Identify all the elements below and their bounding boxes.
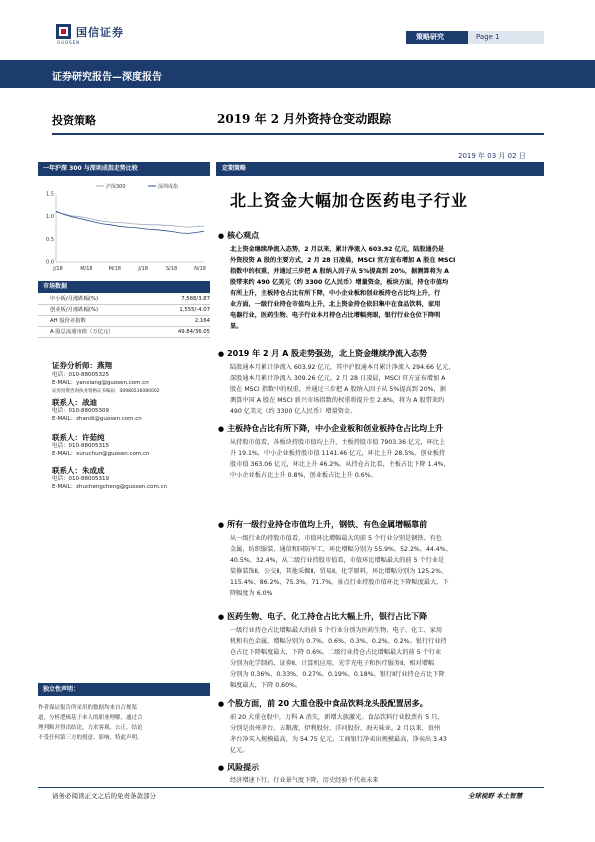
bullet-icon: ● bbox=[218, 232, 225, 240]
body-line: 亿元。 bbox=[230, 747, 249, 754]
y-tick-label: 1.5 bbox=[46, 191, 54, 198]
bullet-icon: ● bbox=[218, 700, 225, 708]
section-heading-text: 医药生物、电子、化工持仓占比大幅上升，银行占比下降 bbox=[227, 612, 428, 621]
core-view-line: 有所上升，主板持仓占比有所下降，中小企业板和创业板持仓占比均上升，行 bbox=[230, 290, 441, 297]
analyst-title: 证券分析师：燕翔 bbox=[52, 361, 112, 370]
section-heading bbox=[218, 611, 427, 622]
section-heading-text: 主板持仓占比有所下降，中小企业板和创业板持仓占比均上升 bbox=[227, 424, 444, 433]
contact-phone: 电话：010-88005309 bbox=[52, 408, 109, 414]
analyst-phone: 电话：010-88005325 bbox=[52, 372, 109, 378]
x-tick-label: S/18 bbox=[165, 266, 178, 272]
core-view-line: 外资投资 A 股的主要方式，2 月 28 日凌晨，MSCI 官方宣布增加 A 股在 MSCI bbox=[230, 257, 456, 264]
market-row-label: A 股总流通市值（万亿元） bbox=[50, 329, 114, 335]
body-line: 从一级行业的持股市值看，市值环比增幅最大的前 5 个行业分别是钢铁、有色 bbox=[230, 535, 443, 542]
report-headline: 北上资金大幅加仓医药电子行业 bbox=[230, 191, 469, 210]
index-comparison-chart bbox=[38, 178, 210, 278]
section-heading-risk bbox=[218, 762, 259, 773]
report-category: 投资策略 bbox=[52, 114, 96, 127]
body-line: 经济增速下行，行业景气度下降，历史经验不代表未来 bbox=[230, 777, 379, 784]
section-heading-text: 个股方面，前 20 大重仓股中食品饮料龙头股配置居多。 bbox=[227, 699, 428, 708]
core-view-line: 显。 bbox=[230, 323, 243, 330]
section-heading-text: 风险提示 bbox=[227, 763, 260, 772]
x-tick-label: J/18 bbox=[138, 266, 148, 272]
body-line: 股市值 363.06 亿元，环比上升 46.2%。从持仓占比看，主板占比下降 1.4%， bbox=[230, 461, 450, 468]
bullet-icon: ● bbox=[218, 613, 225, 621]
body-line: 机和有色金属，增幅分别为 0.7%、0.6%、0.3%、0.2%、0.2%。银行行业持 bbox=[230, 638, 447, 645]
section-heading bbox=[218, 519, 427, 530]
market-row-value: 49.84/36.05 bbox=[177, 329, 210, 335]
independence-statement-header: 独立性声明： bbox=[38, 683, 210, 696]
market-row bbox=[38, 316, 210, 327]
footer-divider bbox=[38, 787, 544, 788]
contact-phone: 电话：010-88005319 bbox=[52, 476, 109, 482]
market-row-value: 7,588/3.87 bbox=[181, 296, 210, 302]
market-row bbox=[38, 294, 210, 305]
disclaimer-line: 作者保证报告所采用的数据均来自合规渠 bbox=[38, 705, 138, 711]
contact-title: 联系人：许茹纯 bbox=[52, 433, 105, 442]
body-line: 一级行业持仓占比增幅最大的前 5 个行业分别为医药生物、电子、化工、家用 bbox=[230, 627, 443, 634]
report-series-label: 证券研究报告—深度报告 bbox=[52, 72, 162, 83]
disclaimer-line: 不受任何第三方的授意、影响，特此声明。 bbox=[38, 735, 143, 741]
y-tick-label: 1.0 bbox=[46, 214, 54, 221]
body-line: 分别是贵州茅台、五粮液、伊利股份、洋河股份、海天味业。2 月以来，贵州 bbox=[230, 725, 441, 732]
section-tag: 定期策略 bbox=[216, 162, 544, 176]
body-line: 金属，纺织服装，通信和国防军工，环比增幅分别为 55.9%、52.2%、44.4%、 bbox=[230, 546, 452, 553]
market-row-value: 1,555/-4.07 bbox=[179, 307, 210, 313]
page-title: 2019 年 2 月外资持仓变动跟踪 bbox=[217, 112, 392, 126]
market-row bbox=[38, 305, 210, 316]
bullet-icon: ● bbox=[218, 521, 225, 529]
contact-title: 联系人：战迪 bbox=[52, 398, 97, 407]
x-tick-label: N/18 bbox=[194, 266, 206, 272]
market-row-label: AH 股价差指数 bbox=[50, 318, 86, 324]
core-view-line: 北上资金继续净流入态势，2 月以来，累计净流入 603.92 亿元，陆股通仍是 bbox=[230, 246, 445, 253]
series-line-hs300 bbox=[56, 212, 204, 227]
legend-label: 深圳成指 bbox=[158, 184, 179, 190]
body-line: 490 亿美元（约 3300 亿人民币）增量资金。 bbox=[230, 408, 357, 415]
title-divider bbox=[52, 133, 544, 135]
section-heading bbox=[218, 348, 427, 359]
section-heading-text: 所有一级行业持仓市值均上升，钢铁、有色金属增幅靠前 bbox=[227, 520, 428, 529]
logo-text: 国信证券 bbox=[76, 26, 124, 39]
body-line: 陆股通本月累计净流入 603.92 亿元，其中沪股通本月累计净流入 294.66 亿元， bbox=[230, 364, 455, 371]
bullet-icon: ● bbox=[218, 764, 225, 772]
body-line: 深股通本月累计净流入 309.26 亿元。2 月 28 日凌晨，MSCI 官方宣布增加 A bbox=[230, 375, 446, 382]
contact-phone: 电话：010-88005315 bbox=[52, 443, 109, 449]
x-tick-label: M/18 bbox=[108, 266, 121, 272]
body-line: 茅台净买入规模最高，为 54.75 亿元，工商银行净卖出规模最高，净卖出 3.43 bbox=[230, 736, 447, 743]
body-line: 分别为 0.36%、0.33%、0.27%、0.19%、0.18%。银行Ⅱ行业持仓占比下降 bbox=[230, 671, 445, 678]
footer-slogan: 全球视野 本土智慧 bbox=[468, 792, 523, 800]
bullet-icon: ● bbox=[218, 425, 225, 433]
body-line: 40.5%、32.4%，从二级行业持股市值看，市值环比增幅最大的前 5 个行业是 bbox=[230, 557, 445, 564]
body-line: 115.4%、86.2%、75.3%、71.7%，景点行业持股市值环比下降幅度最大，下 bbox=[230, 579, 449, 586]
market-data-header: 市场数据 bbox=[38, 281, 210, 293]
body-line: 分别为化学制药，证券Ⅱ，计算机应用，光学光电子和医疗服务Ⅱ，相对增幅 bbox=[230, 660, 435, 667]
analyst-license: 证券投资咨询执业资格证书编码：S0980516080002 bbox=[52, 389, 160, 394]
bullet-icon: ● bbox=[218, 350, 225, 358]
analyst-email[interactable]: E-MAIL：yanxiang@guosen.com.cn bbox=[52, 380, 149, 386]
contact-email[interactable]: E-MAIL：zhandi@guosen.com.cn bbox=[52, 416, 142, 422]
chart-title: 一年沪深 300 与深圳成指走势比较 bbox=[38, 162, 210, 176]
y-tick-label: 0.0 bbox=[46, 259, 54, 266]
body-line: 前 20 大重仓股中，万科 A 消失，新增大族激光。食品饮料行业股票有 5 只， bbox=[230, 714, 444, 721]
section-heading bbox=[218, 423, 443, 434]
x-tick-label: M/18 bbox=[80, 266, 93, 272]
section-heading-core-view bbox=[218, 230, 259, 241]
body-line: 股在 MSCI 指数中的权重，并通过三步把 A 股纳入因子从 5%提高到 20%，据 bbox=[230, 386, 446, 393]
legend-label: 沪深300 bbox=[106, 184, 126, 190]
body-line: 测算中国 A 股在 MSCI 新兴市场指数的权重将提升至 2.8%，将为 A 股带来约 bbox=[230, 397, 445, 404]
body-line: 装修装饰Ⅱ，公交Ⅱ，其他采掘Ⅱ，贸易Ⅱ，化学原料，环比增幅分别为 125.2%、 bbox=[230, 568, 448, 575]
section-heading-text: 核心观点 bbox=[227, 231, 260, 240]
contact-title: 联系人：朱成成 bbox=[52, 466, 105, 475]
body-line: 升 19.1%，中小企业板持股市值 1141.46 亿元，环比上升 28.5%，创业板持 bbox=[230, 450, 446, 457]
core-view-line: 业方面，一级行业持仓市值均上升，北上资金持仓依旧集中在食品饮料，家用 bbox=[230, 301, 441, 308]
section-heading bbox=[218, 698, 428, 709]
page-number: Page 1 bbox=[468, 31, 544, 44]
market-row bbox=[38, 327, 210, 338]
body-line: 从持股市值看，各板块持股市值均上升，主板持股市值 7903.36 亿元，环比上 bbox=[230, 439, 446, 446]
report-type-tag: 策略研究 bbox=[406, 31, 468, 44]
disclaimer-line: 理判断并得出结论，力求客观、公正，结论 bbox=[38, 725, 143, 731]
x-tick-label: J/18 bbox=[53, 266, 63, 272]
logo-subtext: GUOSEN bbox=[57, 40, 81, 45]
core-view-line: 股带来约 490 亿美元（约 3300 亿人民币）增量资金，板块方面，持仓市值均 bbox=[230, 279, 449, 286]
footer-disclaimer-note: 请务必阅读正文之后的免责条款部分 bbox=[52, 792, 156, 800]
body-line: 中小企业板占比上升 0.8%，创业板占比上升 0.6%。 bbox=[230, 472, 377, 479]
guosen-logo-icon bbox=[56, 24, 71, 39]
body-line: 降幅度为 6.0% bbox=[230, 590, 273, 597]
contact-email[interactable]: E-MAIL：zhuchengcheng@guosen.com.cn bbox=[52, 484, 168, 490]
report-date: 2019 年 03 月 02 日 bbox=[458, 152, 526, 160]
market-row-label: 中小板/月涨跌幅(%) bbox=[50, 296, 99, 302]
market-row-label: 创业板/月涨跌幅(%) bbox=[50, 307, 99, 313]
core-view-line: 电器行业，医药生物、电子行业本月持仓占比增幅亮眼，银行行业仓位下降明 bbox=[230, 312, 441, 319]
contact-email[interactable]: E-MAIL：xuruchun@guosen.com.cn bbox=[52, 451, 150, 457]
body-line: 幅度最大，下降 0.60%。 bbox=[230, 682, 302, 689]
market-row-value: 2,164 bbox=[194, 318, 210, 324]
disclaimer-line: 道，分析逻辑基于本人的职业理解，通过合 bbox=[38, 715, 143, 721]
core-view-line: 指数中的权重，并通过三步把 A 股纳入因子从 5%提高到 20%，据测算将为 A bbox=[230, 268, 449, 275]
body-line: 仓占比下降幅度最大，下降 0.6%。二级行业持仓占比增幅最大的前 5 个行业 bbox=[230, 649, 442, 656]
section-heading-text: 2019 年 2 月 A 股走势强劲，北上资金继续净流入态势 bbox=[227, 349, 428, 358]
y-tick-label: 0.5 bbox=[46, 236, 54, 243]
series-line-szcz bbox=[56, 211, 204, 233]
